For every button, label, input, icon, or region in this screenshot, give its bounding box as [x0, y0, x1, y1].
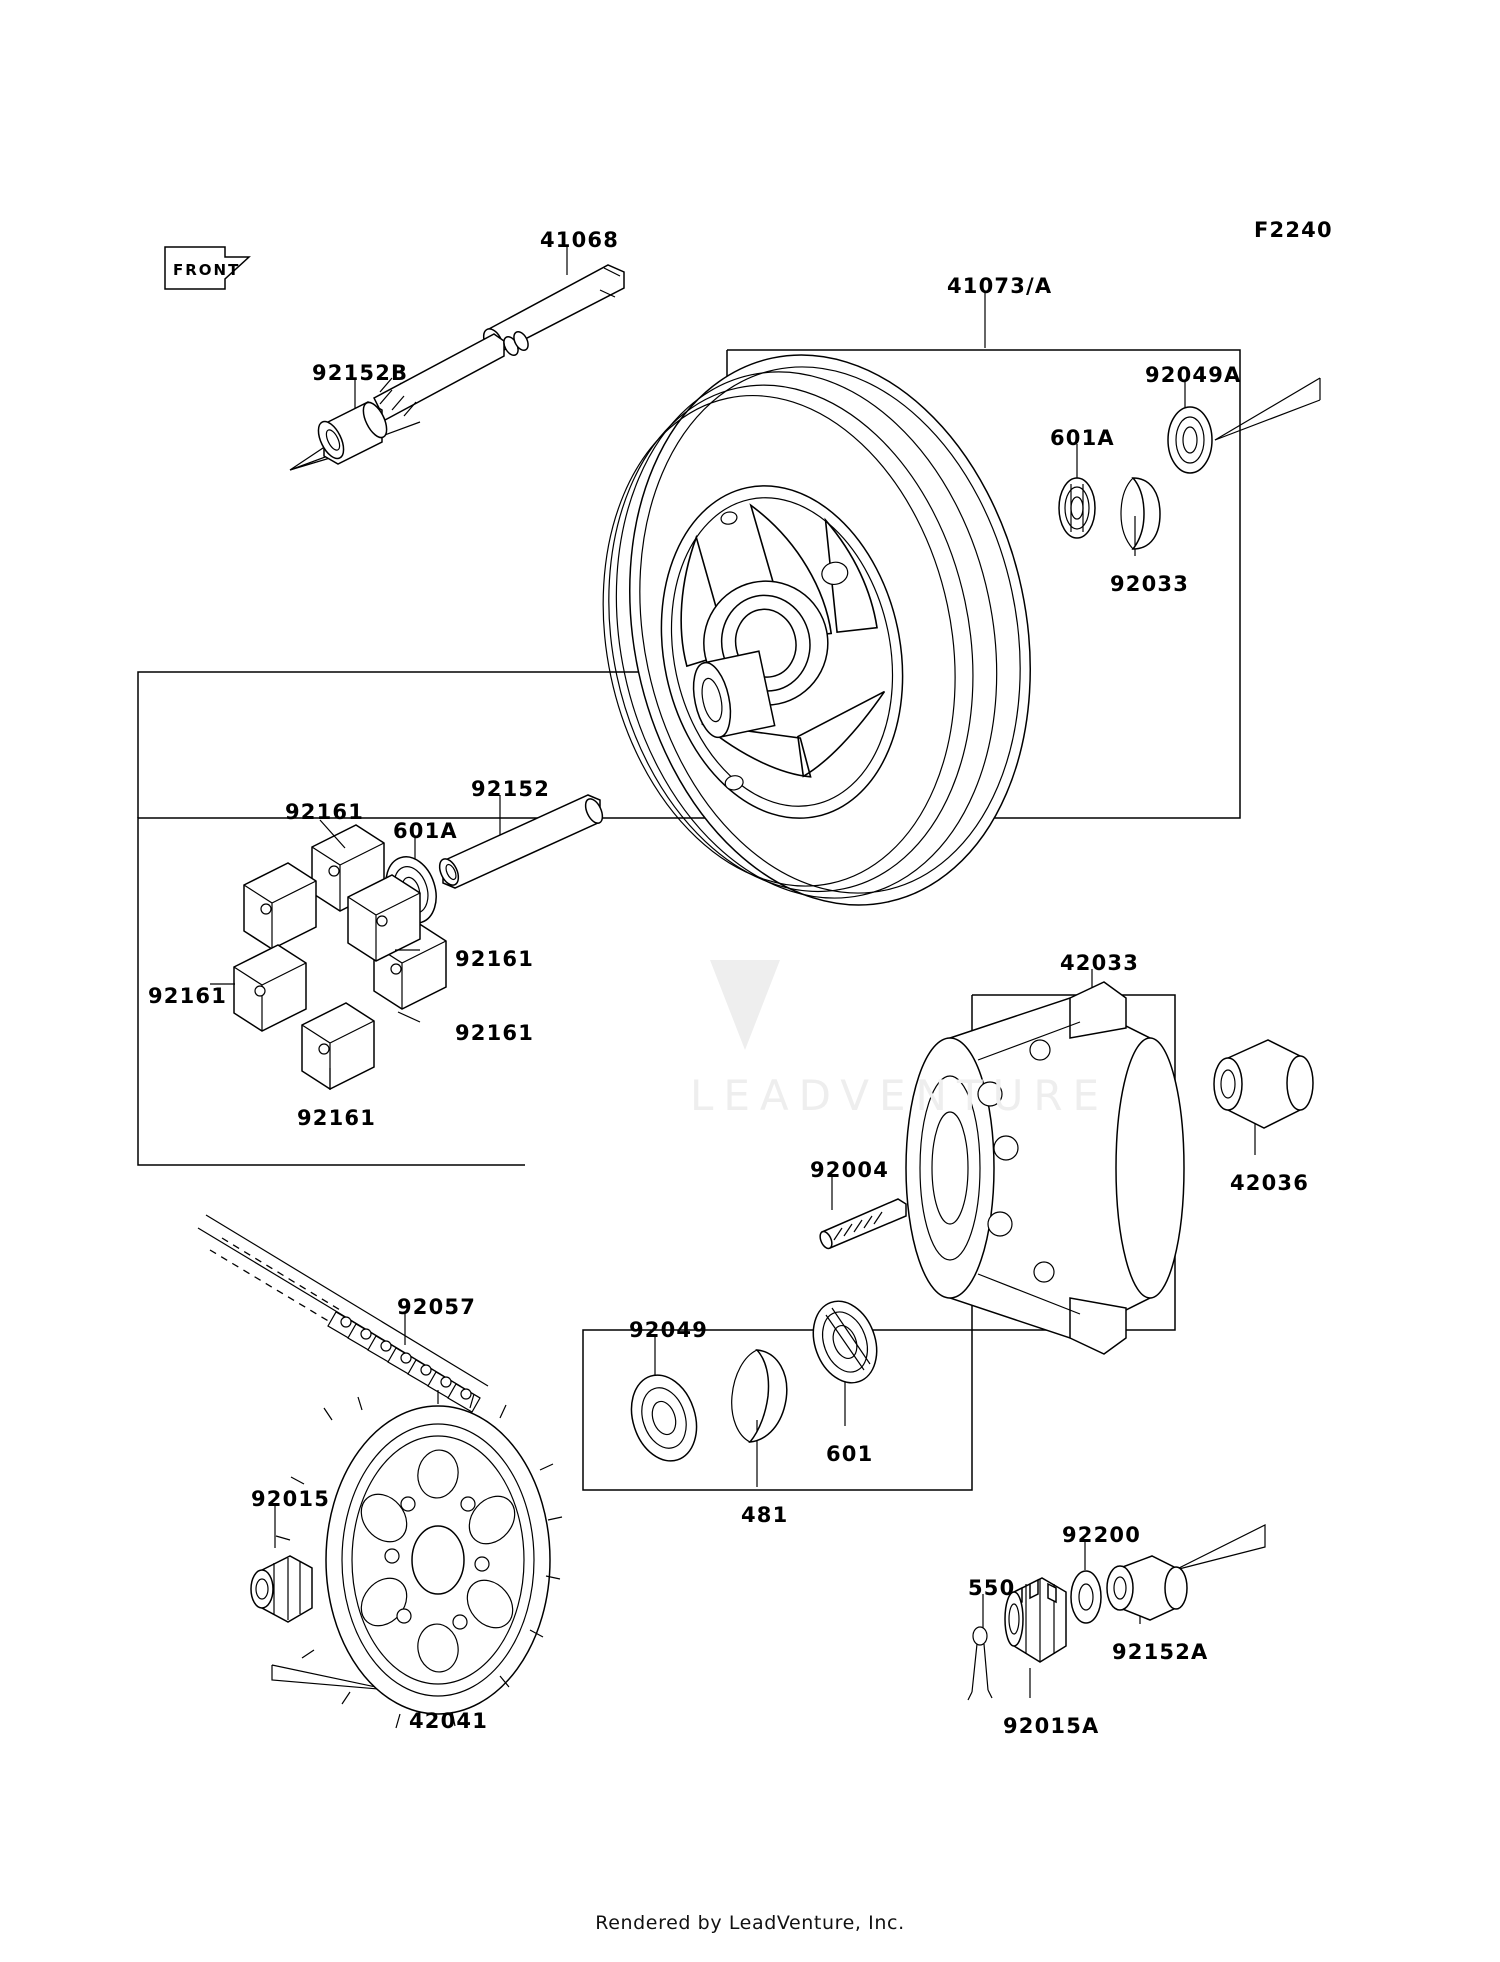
- footer-credit: Rendered by LeadVenture, Inc.: [595, 1912, 905, 1934]
- part-label-41068[interactable]: 41068: [540, 228, 620, 252]
- part-41073A-wheel: [553, 317, 1079, 948]
- part-42033-coupling: [906, 982, 1184, 1354]
- part-label-92161[interactable]: 92161: [297, 1106, 377, 1130]
- part-label-92015[interactable]: 92015: [251, 1487, 331, 1511]
- part-601-bearing: [802, 1292, 887, 1391]
- part-92152B-collar: [313, 399, 391, 464]
- part-label-42041[interactable]: 42041: [409, 1709, 489, 1733]
- part-label-481[interactable]: 481: [741, 1503, 789, 1527]
- diagram-code: F2240: [1254, 218, 1333, 242]
- part-41068-axle: [374, 265, 624, 420]
- part-label-92161[interactable]: 92161: [455, 947, 535, 971]
- part-92200-washer: [1071, 1571, 1101, 1623]
- part-92049-seal: [621, 1367, 707, 1470]
- part-92015-nut: [251, 1556, 312, 1622]
- part-label-92152A[interactable]: 92152A: [1112, 1640, 1209, 1664]
- part-92049A-seal: [1168, 407, 1212, 473]
- part-label-92200[interactable]: 92200: [1062, 1523, 1142, 1547]
- part-92033-circlip: [1121, 478, 1160, 549]
- part-label-92161[interactable]: 92161: [455, 1021, 535, 1045]
- part-label-92057[interactable]: 92057: [397, 1295, 477, 1319]
- part-92152A-collar: [1107, 1556, 1187, 1620]
- watermark-text: LEADVENTURE: [690, 1071, 1110, 1120]
- part-42041-sprocket: [276, 1390, 562, 1728]
- part-label-41073-A[interactable]: 41073/A: [947, 274, 1053, 298]
- part-label-92049A[interactable]: 92049A: [1145, 363, 1242, 387]
- part-92004-stud: [818, 1199, 906, 1250]
- part-label-601A[interactable]: 601A: [393, 819, 458, 843]
- part-label-601A[interactable]: 601A: [1050, 426, 1115, 450]
- part-label-92152B[interactable]: 92152B: [312, 361, 409, 385]
- part-550-cotter-pin: [968, 1627, 992, 1700]
- part-label-92015A[interactable]: 92015A: [1003, 1714, 1100, 1738]
- part-label-92152[interactable]: 92152: [471, 777, 551, 801]
- part-label-42033[interactable]: 42033: [1060, 951, 1140, 975]
- part-481-circlip: [732, 1350, 787, 1442]
- part-label-601[interactable]: 601: [826, 1442, 874, 1466]
- part-label-92049[interactable]: 92049: [629, 1318, 709, 1342]
- part-label-42036[interactable]: 42036: [1230, 1171, 1310, 1195]
- leader-92049A-2: [1215, 378, 1320, 440]
- part-label-92161[interactable]: 92161: [285, 800, 365, 824]
- front-badge-label: FRONT: [173, 261, 241, 279]
- part-label-92004[interactable]: 92004: [810, 1158, 890, 1182]
- leader-92049A-3: [1215, 400, 1320, 440]
- part-92152-collar: [436, 795, 606, 888]
- part-42036-collar: [1214, 1040, 1313, 1128]
- part-601A-top-bearing: [1059, 478, 1095, 538]
- part-label-92033[interactable]: 92033: [1110, 572, 1190, 596]
- front-direction-badge: [163, 245, 255, 311]
- leader-92161-d: [398, 1012, 420, 1022]
- part-label-92161[interactable]: 92161: [148, 984, 228, 1008]
- part-label-550[interactable]: 550: [968, 1576, 1016, 1600]
- arrow-bottom-right: [1175, 1525, 1265, 1570]
